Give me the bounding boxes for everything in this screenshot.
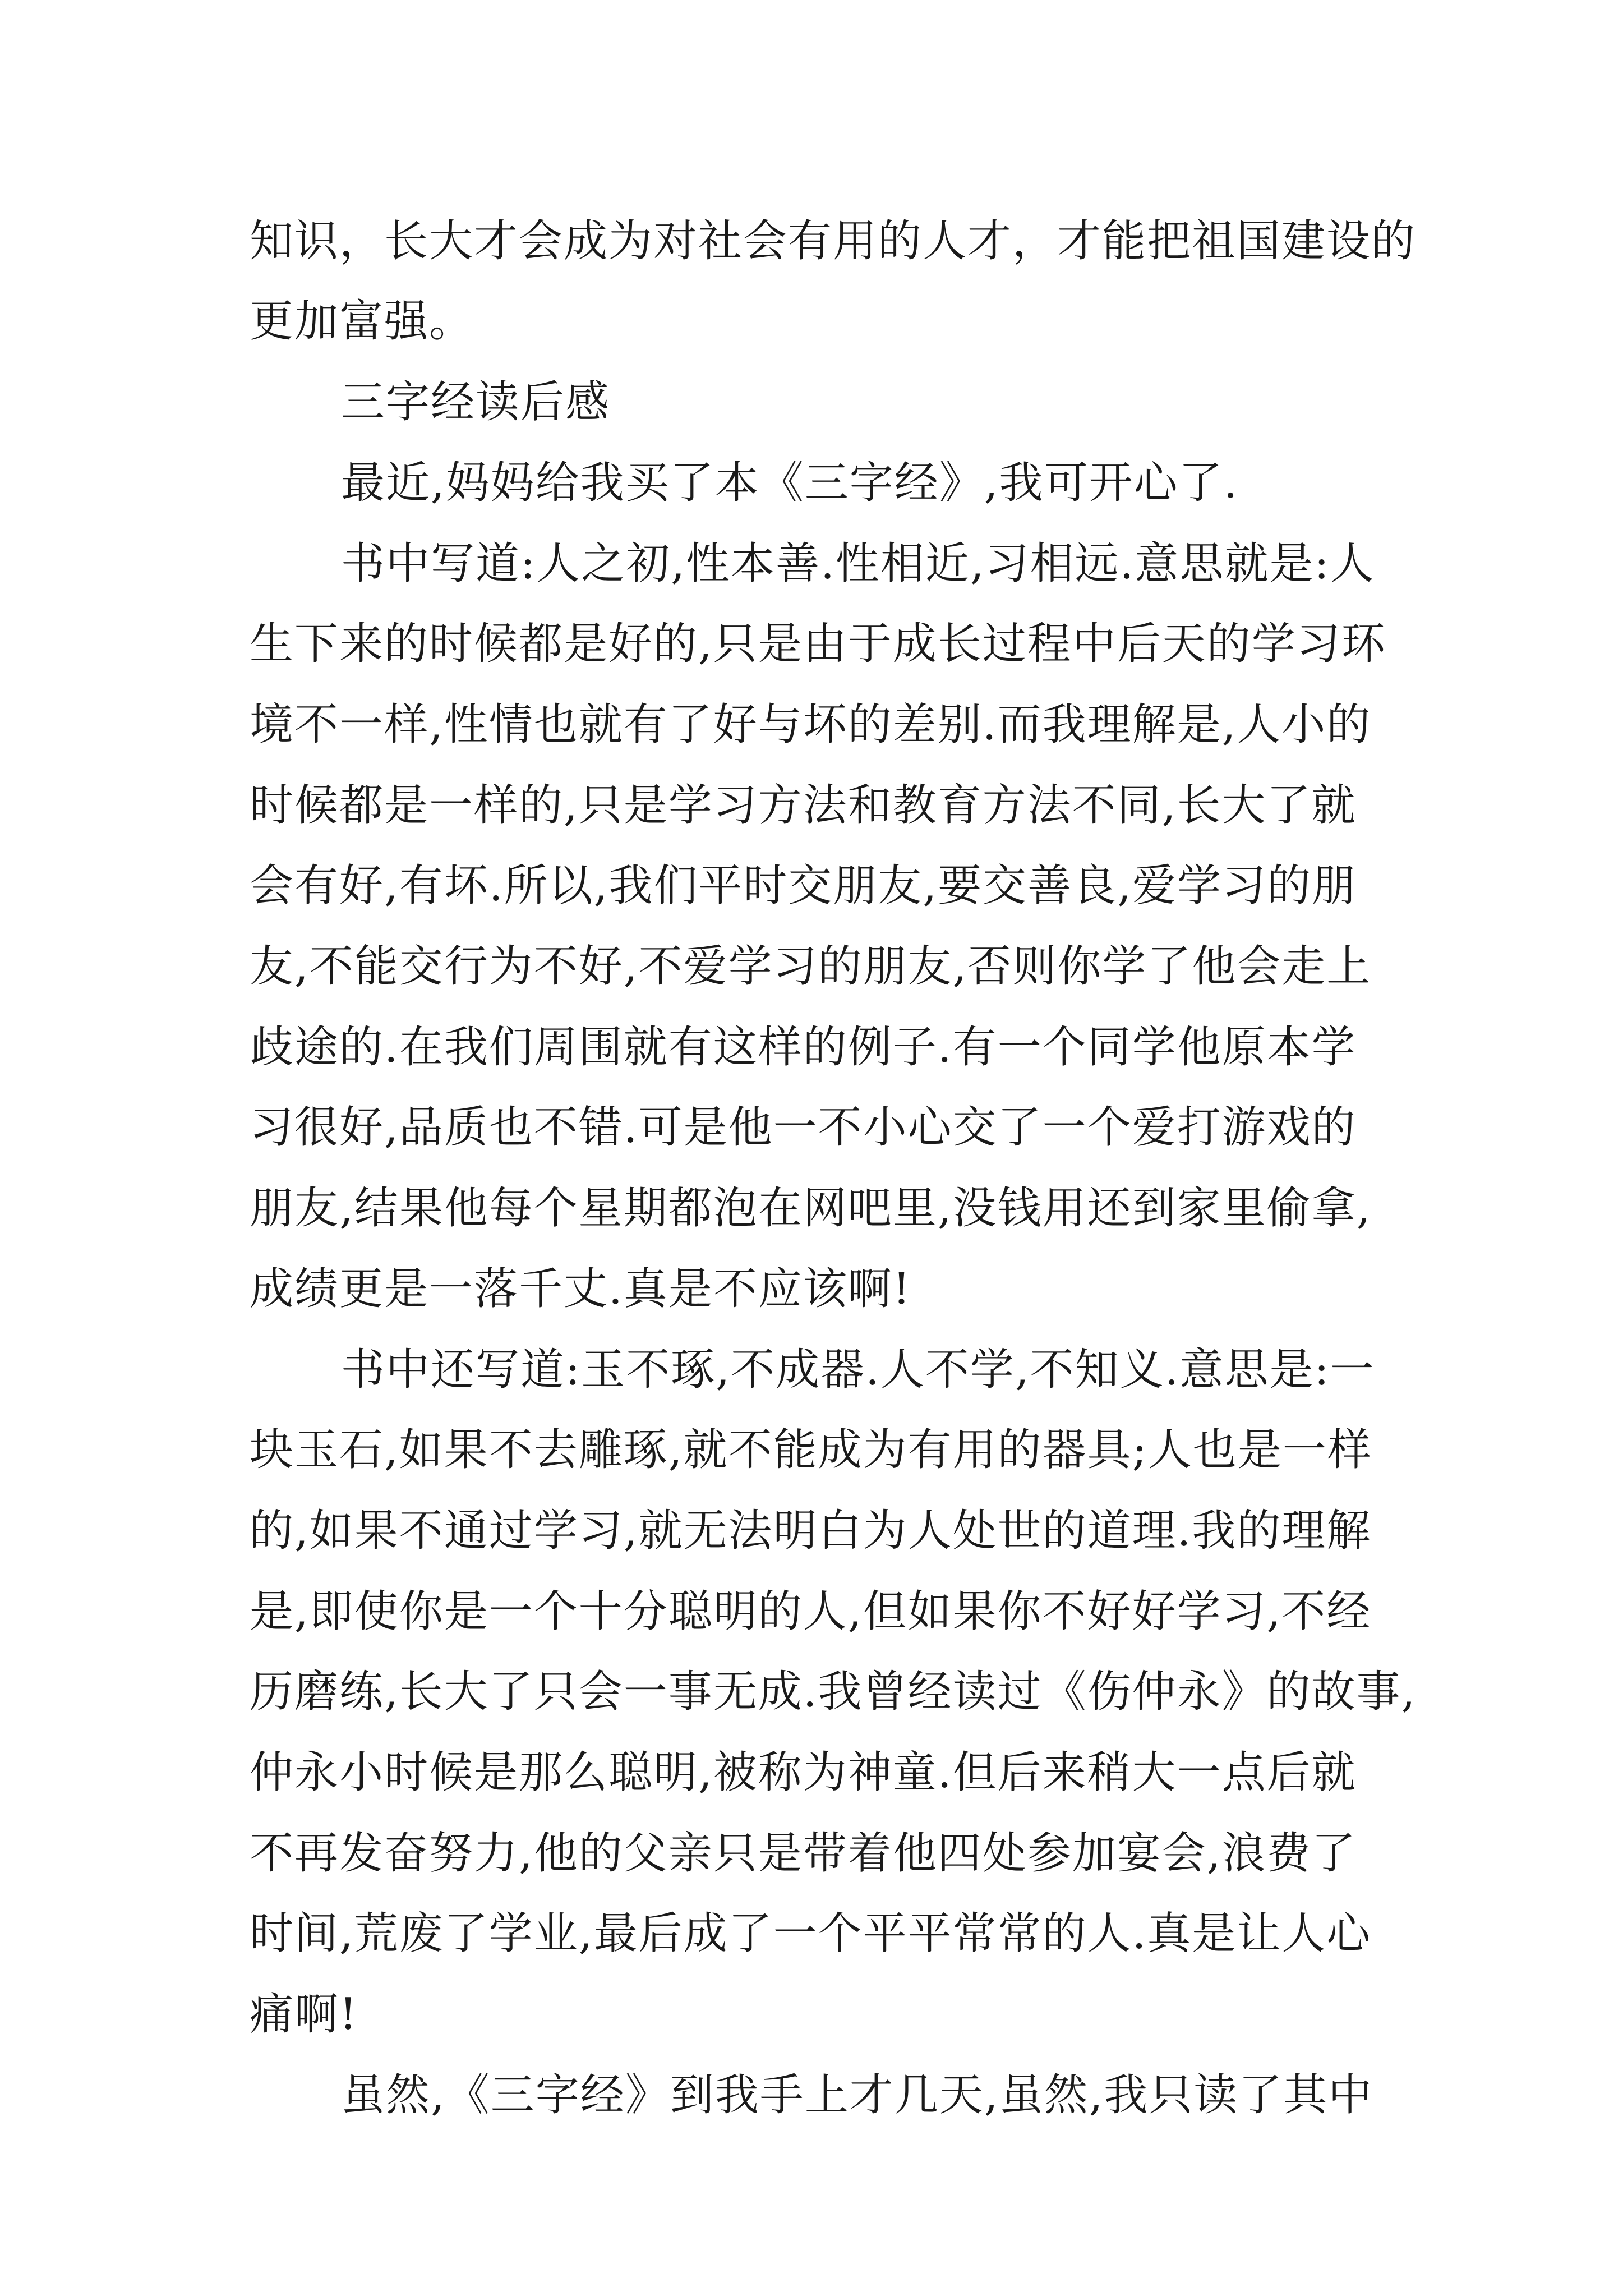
paragraph-line: 生下来的时候都是好的,只是由于成长过程中后天的学习环 [250,619,1386,669]
paragraph-line: 历磨练,长大了只会一事无成.我曾经读过《伤仲永》的故事, [250,1667,1417,1717]
paragraph-line: 会有好,有坏.所以,我们平时交朋友,要交善良,爱学习的朋 [250,861,1357,911]
paragraph-line: 痛啊! [250,1989,358,2040]
paragraph-line: 的,如果不通过学习,就无法明白为人处世的道理.我的理解 [250,1506,1372,1556]
paragraph-line: 朋友,结果他每个星期都泡在网吧里,没钱用还到家里偷拿, [250,1183,1372,1234]
paragraph-line: 书中写道:人之初,性本善.性相近,习相远.意思就是:人 [341,539,1375,589]
paragraph-line: 时候都是一样的,只是学习方法和教育方法不同,长大了就 [250,780,1357,831]
paragraph-line: 仲永小时候是那么聪明,被称为神童.但后来稍大一点后就 [250,1747,1357,1798]
text-line: 知识，长大才会成为对社会有用的人才，才能把祖国建设的 [250,216,1417,266]
paragraph-line: 块玉石,如果不去雕琢,就不能成为有用的器具;人也是一样 [250,1425,1372,1475]
paragraph-line: 习很好,品质也不错.可是他一不小心交了一个爱打游戏的 [250,1102,1357,1153]
paragraph-line: 时间,荒废了学业,最后成了一个平平常常的人.真是让人心 [250,1908,1372,1959]
paragraph-line: 成绩更是一落千丈.真是不应该啊! [250,1264,912,1314]
section-title: 三字经读后感 [341,377,611,427]
text-line: 更加富强。 [250,296,474,347]
paragraph-line: 歧途的.在我们周围就有这样的例子.有一个同学他原本学 [250,1022,1357,1073]
paragraph-line: 境不一样,性情也就有了好与坏的差别.而我理解是,人小的 [250,700,1372,750]
paragraph-line: 书中还写道:玉不琢,不成器.人不学,不知义.意思是:一 [341,1345,1375,1395]
paragraph-line: 是,即使你是一个十分聪明的人,但如果你不好好学习,不经 [250,1586,1372,1637]
paragraph-line: 最近,妈妈给我买了本《三字经》,我可开心了. [341,458,1239,508]
paragraph-line: 虽然,《三字经》到我手上才几天,虽然,我只读了其中 [341,2070,1373,2120]
paragraph-line: 友,不能交行为不好,不爱学习的朋友,否则你学了他会走上 [250,941,1372,992]
paragraph-line: 不再发奋努力,他的父亲只是带着他四处参加宴会,浪费了 [250,1828,1357,1879]
